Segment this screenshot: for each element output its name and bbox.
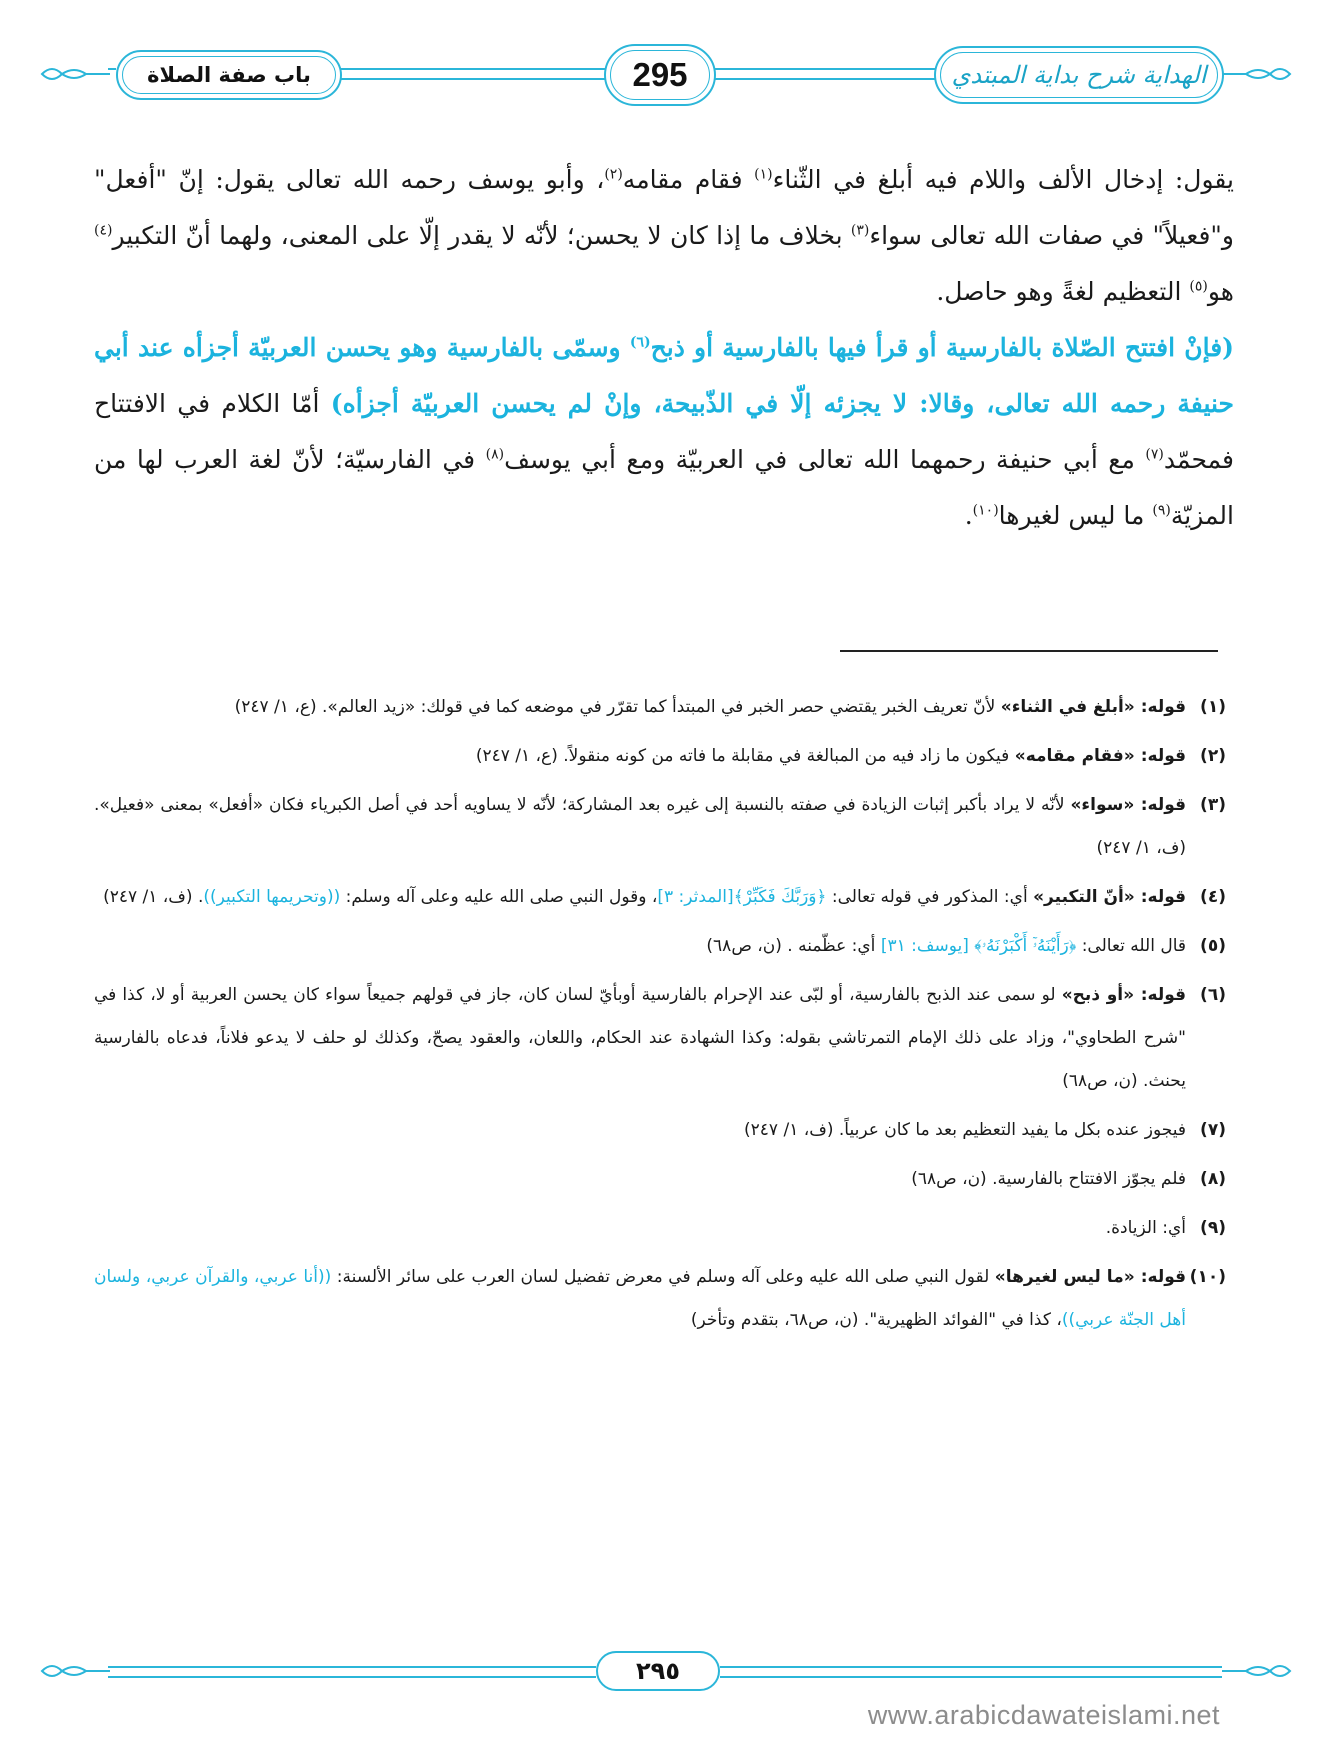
page-number-box <box>604 44 716 106</box>
footnote-ref[interactable]: (٨) <box>485 446 505 463</box>
footnote-ref[interactable]: (٥) <box>1189 278 1208 295</box>
paragraph-2: (فإنْ افتتح الصّلاة بالفارسية أو قرأ فيها بالفارسية أو ذبح$^{(٦)}$ وسمّى بالفارسية وهو يحسن العربيّة أجزأه عند أبي حنيفة رحمه الله تعالى، وقالا: لا يجزئه إلّا في الذّبيحة، وإنْ لم يحسن العربيّة أجزأه) أمّا الكلام في الافتتاح فمحمّد$^{(٧)}$ مع أبي حنيفة رحمهما الله تعالى في العربيّة ومع أبي يوسف$^{(٨)}$ في الفارسيّة؛ لأنّ لغة العرب لها من المزيّة$^{(٩)}$ ما ليس لغيرها$^{(١٠)}$. <box>94 333 1234 530</box>
footnote-10: (١٠) قوله: «ما ليس لغيرها» لقول النبي صلى الله عليه وعلى آله وسلم في معرض تفضيل لسان العرب على سائر الألسنة: ((أنا عربي، والقرآن عربي، ولسان أهل الجنّة عربي))، كذا في "الفوائد الظهيرية". (ن، ص٦٨، بتقدم وتأخر) <box>94 1267 1226 1330</box>
book-title: الهداية شرح بداية المبتدي <box>951 61 1207 89</box>
footnote-8: (٨) فلم يجوّز الافتتاح بالفارسية. (ن، ص٦٨) <box>911 1169 1226 1189</box>
ornament-right-icon <box>1222 62 1292 86</box>
website-url[interactable]: www.arabicdawateislami.net <box>867 1700 1220 1730</box>
matn-text: وسمّى بالفارسية وهو يحسن العربيّة أجزأه عند أبي حنيفة رحمه الله تعالى، وقالا: لا يجزئه إلّا في الذّبيحة، وإنْ لم يحسن العربيّة أجزأه) <box>94 333 1234 418</box>
footnote-9: (٩) أي: الزيادة. <box>1105 1218 1226 1238</box>
quran-verse: ﴿رَأَيْنَهُۥٓ أَكْبَرْنَهُۥ﴾ [يوسف: ٣١] <box>880 936 1077 956</box>
footer-page-number: ٢٩٥ <box>636 1657 680 1685</box>
ornament-left-icon <box>40 62 110 86</box>
footnote-3: (٣) قوله: «سواء» لأنّه لا يراد بأكبر إثبات الزيادة في صفته بالنسبة إلى غيره بعد المشاركة؛ لأنّه لا يساويه أحد في أصل الكبرياء فكان «أفعل» بمعنى «فعيل». (ف، ١/ ٢٤٧) <box>94 795 1226 858</box>
footnote-7: (٧) فيجوز عنده بكل ما يفيد التعظيم بعد ما كان عربياً. (ف، ١/ ٢٤٧) <box>744 1120 1226 1140</box>
footer-ornament-right-icon <box>1222 1659 1292 1683</box>
book-title-box <box>934 46 1224 104</box>
footnote-ref[interactable]: (١٠) <box>972 502 999 519</box>
matn-text: (فإنْ افتتح الصّلاة بالفارسية أو قرأ فيها بالفارسية أو ذبح <box>650 333 1234 362</box>
footnote-ref[interactable]: (٤) <box>94 222 113 239</box>
footer-page-number-box <box>596 1651 720 1691</box>
footnote-5: (٥) قال الله تعالى: ﴿رَأَيْنَهُۥٓ أَكْبَرْنَهُۥ﴾ [يوسف: ٣١] أي: عظّمنه . (ن، ص٦٨) <box>706 936 1226 956</box>
footnote-ref[interactable]: (١) <box>754 166 773 183</box>
footnote-6: (٦) قوله: «أو ذبح» لو سمى عند الذبح بالفارسية، أو لبّى عند الإحرام بالفارسية أوبأيّ لسان كان، جاز في قولهم جميعاً سواء كان يحسن العربية أو لا، كذا في "شرح الطحاوي"، وزاد على ذلك الإمام التمرتاشي بقوله: وكذا الشهادة عند الحكام، واللعان، والعقود يصحّ، وكذلك لو حلف لا يدعو فلاناً، فدعاه بالفارسية يحنث. (ن، ص٦٨) <box>94 985 1226 1091</box>
footnotes <box>94 686 1226 1348</box>
footnote-ref[interactable]: (٧) <box>1145 446 1164 463</box>
footnote-2: (٢) قوله: «فقام مقامه» فيكون ما زاد فيه من المبالغة في مقابلة ما فاته من كونه منقولاً. (ع، ١/ ٢٤٧) <box>475 746 1226 766</box>
footnote-ref[interactable]: (٩) <box>1152 502 1171 519</box>
quran-verse: ﴿وَرَبَّكَ فَكَبِّرْ﴾[المدثر: ٣] <box>657 887 827 907</box>
paragraph-1: يقول: إدخال الألف واللام فيه أبلغ في الثّناء$^{(١)}$ فقام مقامه$^{(٢)}$، وأبو يوسف رحمه الله تعالى يقول: إنّ "أفعل" و"فعيلاً" في صفات الله تعالى سواء$^{(٣)}$ بخلاف ما إذا كان لا يحسن؛ لأنّه لا يقدر إلّا على المعنى، ولهما أنّ التكبير$^{(٤)}$ هو$^{(٥)}$ التعظيم لغةً وهو حاصل. <box>94 165 1234 306</box>
footnote-ref[interactable]: (٣) <box>850 222 870 239</box>
footnote-1: (١) قوله: «أبلغ في الثناء» لأنّ تعريف الخبر يقتضي حصر الخبر في المبتدأ كما تقرّر في موضعه كما في قولك: «زيد العالم». (ع، ١/ ٢٤٧) <box>234 697 1226 717</box>
main-text <box>94 152 1234 544</box>
chapter-title: باب صفة الصلاة <box>147 63 311 87</box>
footnote-4: (٤) قوله: «أنّ التكبير» أي: المذكور في قوله تعالى: ﴿وَرَبَّكَ فَكَبِّرْ﴾[المدثر: ٣]، وقول النبي صلى الله عليه وعلى آله وسلم: ((وتحريمها التكبير)). (ف، ١/ ٢٤٧) <box>103 887 1226 907</box>
footnote-separator <box>840 650 1218 652</box>
hadith-quote: ((وتحريمها التكبير)) <box>203 887 341 907</box>
page-number: 295 <box>632 56 688 93</box>
footnote-ref[interactable]: (٢) <box>604 166 623 183</box>
hadith-quote: ((أنا عربي، والقرآن عربي، ولسان أهل الجنّة عربي)) <box>94 1267 1186 1330</box>
chapter-title-box <box>116 50 342 100</box>
footer-ornament-left-icon <box>40 1659 110 1683</box>
footnote-ref[interactable]: (٦) <box>629 334 651 351</box>
